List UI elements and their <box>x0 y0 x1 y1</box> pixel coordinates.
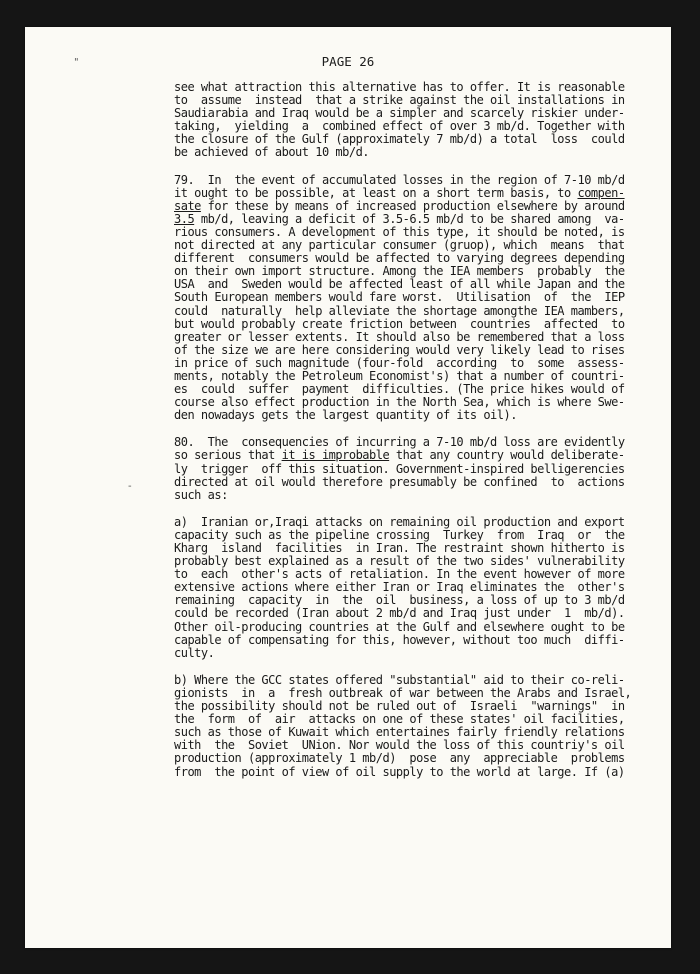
text-segment: of the size we are here considering would very likely lead to rises <box>174 342 625 357</box>
text-segment: such as those of Kuwait which entertaines fairly friendly relations <box>174 725 625 740</box>
text-segment: capable of compensating for this, however, without too much diffi- <box>174 632 625 647</box>
text-segment: the form of air attacks on one of these states' oil facilities, <box>174 712 625 727</box>
underlined-text: it is improbable <box>281 448 390 463</box>
paragraph-p-80 <box>174 435 625 502</box>
text-line <box>174 632 625 647</box>
document-body <box>174 80 632 793</box>
margin-mark-top: " <box>74 57 79 68</box>
text-segment: es could suffer payment difficulties. (The price hikes would of <box>174 382 625 397</box>
text-segment: the possibility should not be ruled out of Israeli "warnings" in <box>174 699 625 714</box>
text-line <box>174 409 619 422</box>
text-segment: rious consumers. A development of this type, it should be noted, is <box>174 224 625 239</box>
text-line <box>174 764 625 779</box>
text-segment: Saudiarabia and Iraq would be a simpler and scarcely riskier under- <box>174 106 625 121</box>
text-segment: 80. The consequencies of incurring a 7-10 mb/d loss are evidently <box>174 435 625 450</box>
text-segment: remaining capacity in the oil business, a loss of up to 3 mb/d <box>174 593 625 608</box>
paragraph-p-continuation <box>174 80 625 160</box>
text-segment: culty. <box>174 645 215 660</box>
text-segment: Kharg island facilities in Iran. The restraint shown hitherto is <box>174 541 625 555</box>
text-segment: den nowadays gets the largest quantity of its oil). <box>174 408 517 423</box>
text-segment: for these by means of increased production elsewhere by around <box>200 198 625 213</box>
text-segment: greater or lesser extents. It should also be remembered that a loss <box>174 329 625 344</box>
text-segment: mb/d, leaving a deficit of 3.5-6.5 mb/d to be shared among va- <box>194 211 625 226</box>
text-segment: so serious that <box>174 448 282 463</box>
text-segment: Other oil-producing countries at the Gulf and elsewhere ought to be <box>174 619 625 634</box>
text-segment: could be recorded (Iran about 2 mb/d and Iraq just under 1 mb/d). <box>174 606 625 621</box>
document-page <box>25 27 671 948</box>
text-segment: that any country would deliberate- <box>389 448 625 463</box>
underlined-text: compen- <box>577 185 625 200</box>
text-segment: with the Soviet UNion. Nor would the loss of this countriy's oil <box>174 738 625 753</box>
text-segment: different consumers would be affected to varying degrees depending <box>174 251 625 266</box>
paragraph-p-b <box>174 672 632 779</box>
text-segment: the closure of the Gulf (approximately 7 mb/d) a total loss could <box>174 132 625 147</box>
text-segment: a) Iranian or,Iraqi attacks on remaining oil production and export <box>174 514 625 529</box>
text-segment: from the point of view of oil supply to the world at large. If (a) <box>174 764 625 779</box>
underlined-text: 3.5 <box>174 211 195 226</box>
text-segment: be achieved of about 10 mb/d. <box>174 145 370 160</box>
paragraph-p-79 <box>174 172 625 423</box>
text-segment: could naturally help alleviate the shortage amongthe IEA mambers, <box>174 303 625 318</box>
text-line <box>174 474 625 489</box>
text-segment: probably best explained as a result of the two sides' vulnerability <box>174 554 625 569</box>
text-line <box>174 647 619 660</box>
text-segment: ments, notably the Petroleum Economist's) that a number of countri- <box>174 368 625 383</box>
text-segment: such as: <box>174 487 228 502</box>
page-number-header: PAGE 26 <box>321 54 375 69</box>
text-segment: capacity such as the pipeline crossing Turkey from Iraq or the <box>174 527 625 542</box>
text-segment: USA and Sweden would be affected least of all while Japan and the <box>174 277 625 292</box>
text-segment: directed at oil would therefore presumably be confined to actions <box>174 474 625 489</box>
text-segment: 79. In the event of accumulated losses in the region of 7-10 mb/d <box>174 172 625 187</box>
text-segment: extensive actions where either Iran or Iraq eliminates the other's <box>174 580 625 595</box>
text-segment: gionists in a fresh outbreak of war between the Arabs and Israel, <box>174 685 632 700</box>
text-segment: to each other's acts of retaliation. In the event however of more <box>174 567 625 582</box>
paragraph-p-a <box>174 514 625 660</box>
text-segment: not directed at any particular consumer (gruop), which means that <box>174 238 625 253</box>
text-segment: see what attraction this alternative has to offer. It is reasonable <box>174 80 625 94</box>
text-segment: but would probably create friction between countries affected to <box>174 316 625 331</box>
text-segment: ly trigger off this situation. Government-inspired belligerencies <box>174 461 625 476</box>
text-segment: taking, yielding a combined effect of over 3 mb/d. Together with <box>174 119 625 134</box>
text-segment: it ought to be possible, at least on a short term basis, to <box>174 185 578 200</box>
text-segment: South European members would fare worst. Utilisation of the IEP <box>174 290 625 305</box>
text-segment: course also effect production in the North Sea, which is where Swe- <box>174 395 625 410</box>
text-segment: production (approximately 1 mb/d) pose any appreciable problems <box>174 751 625 766</box>
margin-mark-mid: - <box>128 481 132 492</box>
text-line <box>174 489 619 502</box>
text-line <box>174 146 619 159</box>
text-segment: on their own import structure. Among the IEA members probably the <box>174 264 625 279</box>
text-segment: in price of such magnitude (four-fold according to some assess- <box>174 355 625 370</box>
underlined-text: sate <box>174 198 201 213</box>
text-segment: b) Where the GCC states offered "substantial" aid to their co-reli- <box>174 672 625 687</box>
text-segment: to assume instead that a strike against the oil installations in <box>174 93 625 108</box>
